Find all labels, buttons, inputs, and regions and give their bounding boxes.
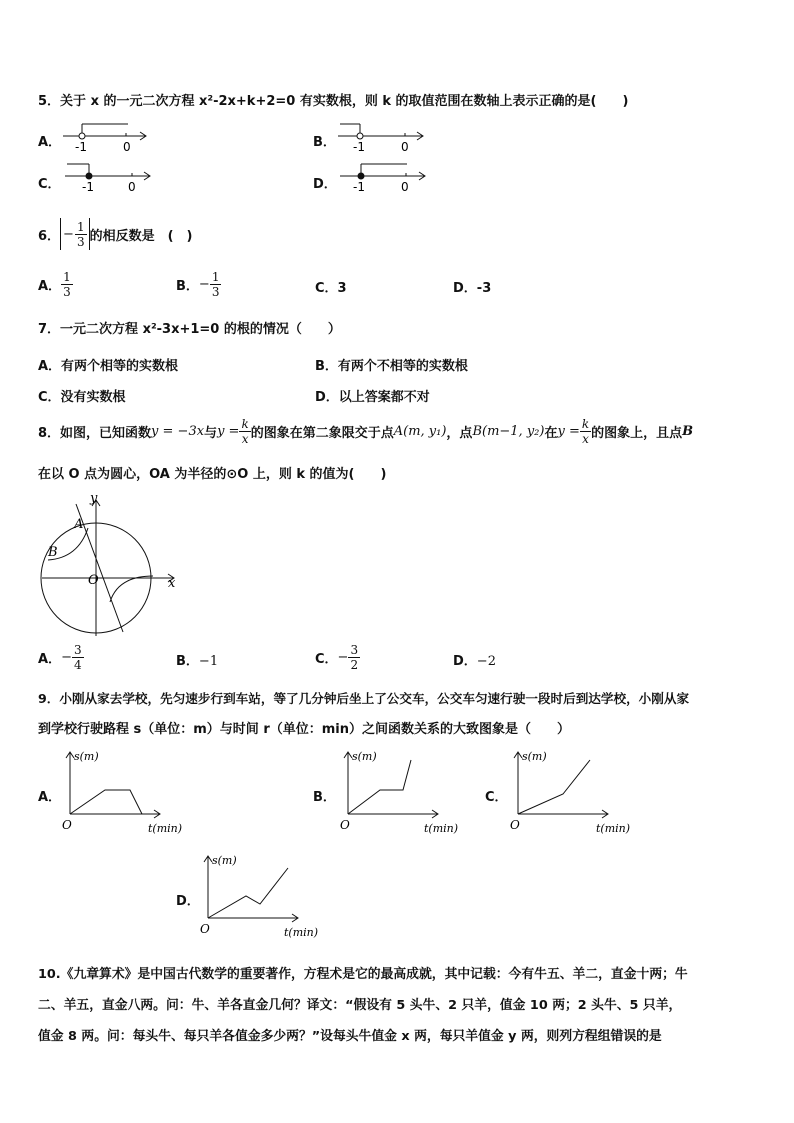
q8-point-a: A(m, y₁): [393, 423, 447, 439]
q8-option-c: [315, 640, 360, 674]
q6-abs-den: 3: [76, 234, 85, 249]
q5-d-tick-0: 0: [401, 180, 409, 194]
q6-option-b-fraction: [210, 270, 222, 299]
q6-abs-num: 1: [76, 219, 85, 234]
q8-option-b-label: B．: [176, 654, 199, 669]
q7-option-d: D．以上答案都不对: [315, 390, 430, 405]
q5-option-b-numberline: [335, 120, 427, 154]
q8-c-num: 3: [350, 642, 359, 657]
q5-option-b-label: B．: [313, 135, 336, 150]
q9-option-a-label: A．: [38, 790, 62, 805]
q8-label-a: A: [74, 517, 84, 532]
q8-option-c-label: C．: [315, 651, 338, 667]
q5-stem: 5．关于 x 的一元二次方程 x²-2x+k+2=0 有实数根，则 k 的取值范围在数轴上表示正确的是( ): [38, 94, 629, 109]
q8-text-b: 与: [204, 425, 218, 441]
q5-d-tick-neg1: -1: [353, 180, 365, 194]
q9-a-xlabel: t(min): [148, 822, 183, 835]
q10-stem-line1: 10.《九章算术》是中国古代数学的重要著作，方程术是它的最高成就，其中记载：今有牛五、羊二，直金十两；牛: [38, 967, 688, 982]
q8-text-e: 在: [544, 425, 558, 441]
q5-option-a-numberline: [60, 120, 150, 154]
q5-b-tick-neg1: -1: [353, 140, 365, 154]
q6-a-num: 1: [63, 269, 71, 284]
q6-stem-suffix: 的相反数是 ( ): [89, 228, 193, 244]
q9-option-c-label: C．: [485, 790, 508, 805]
q6-abs-fraction: [75, 220, 87, 249]
q7-option-b: B．有两个不相等的实数根: [315, 359, 468, 374]
q9-graph-c: [508, 748, 638, 838]
q9-c-origin: O: [510, 818, 520, 832]
q5-option-c-numberline: [62, 160, 154, 194]
q6-option-c-label: C．: [315, 281, 338, 296]
q7-option-c: C．没有实数根: [38, 390, 126, 405]
q8-func-1: y = −3x: [151, 423, 205, 439]
q8-frac-1-den: x: [241, 431, 249, 446]
q5-c-tick-neg1: -1: [82, 180, 94, 194]
q8-option-a-label: A．: [38, 651, 62, 667]
q6-stem: [38, 218, 192, 250]
q10-stem-line2: 二、羊五，直金八两。问：牛、羊各直金几何？译文：“假设有 5 头牛、2 只羊，值金 10 两；2 头牛、5 只羊，: [38, 998, 682, 1013]
q6-d-value: -3: [476, 281, 492, 296]
q9-d-origin: O: [200, 922, 210, 936]
q5-option-d-numberline: [337, 160, 429, 194]
q9-d-xlabel: t(min): [284, 926, 319, 939]
q6-option-a: [38, 268, 73, 300]
q9-d-ylabel: s(m): [212, 854, 237, 867]
q8-y-eq-1: y =: [217, 423, 240, 439]
q8-label-x: x: [168, 576, 176, 591]
q6-option-b: [176, 268, 221, 300]
q5-c-tick-0: 0: [128, 180, 136, 194]
q5-option-d-label: D．: [313, 177, 337, 192]
q8-option-d-label: D．: [453, 654, 477, 669]
q8-d-value: −2: [476, 654, 496, 669]
q6-b-den: 3: [211, 284, 220, 299]
q6-a-den: 3: [63, 284, 71, 299]
q9-stem-line2: 到学校行驶路程 s（单位：m）与时间 r（单位：min）之间函数关系的大致图象是（ ）: [38, 722, 571, 737]
q8-a-den: 4: [73, 657, 82, 672]
q5-option-c-label: C．: [38, 177, 61, 192]
q8-c-den: 2: [350, 657, 359, 672]
q8-y-eq-2: y =: [557, 423, 580, 439]
q6-number: 6．: [38, 228, 61, 244]
q8-point-b-end: B: [682, 423, 694, 439]
q8-frac-1: [239, 417, 250, 446]
q8-text-d: ，点: [446, 425, 473, 441]
q9-b-xlabel: t(min): [424, 822, 459, 835]
q8-frac-2-num: k: [581, 416, 590, 431]
q8-frac-2: [580, 417, 591, 446]
q9-b-origin: O: [340, 818, 350, 832]
q5-option-a-label: A．: [38, 135, 62, 150]
q6-option-a-fraction: [61, 270, 73, 299]
q9-a-origin: O: [62, 818, 72, 832]
q8-stem-line1: [38, 414, 693, 448]
q8-text-f: 的图象上，且点: [591, 425, 683, 441]
q8-label-b: B: [48, 545, 58, 560]
q5-a-tick-neg1: -1: [75, 140, 87, 154]
q8-stem-line2: 在以 O 点为圆心，OA 为半径的⊙O 上，则 k 的值为( ): [38, 467, 387, 482]
q6-b-num: 1: [211, 269, 220, 284]
q5-a-tick-0: 0: [123, 140, 131, 154]
q5-b-tick-0: 0: [401, 140, 409, 154]
q7-stem: 7．一元二次方程 x²-3x+1=0 的根的情况（ ）: [38, 322, 341, 337]
q9-option-d-label: D．: [176, 894, 200, 909]
q9-stem-line1: 9．小刚从家去学校，先匀速步行到车站，等了几分钟后坐上了公交车，公交车匀速行驶一段时后到达学校，小刚从家: [38, 691, 690, 706]
q9-a-ylabel: s(m): [74, 750, 99, 763]
q8-option-c-fraction: [348, 643, 360, 672]
q9-graph-b: [338, 748, 468, 838]
q9-b-ylabel: s(m): [352, 750, 377, 763]
q8-figure: [38, 490, 188, 640]
q8-label-y: y: [90, 491, 98, 506]
q6-option-a-label: A．: [38, 278, 62, 294]
q9-option-b-label: B．: [313, 790, 336, 805]
q8-label-o: O: [88, 573, 99, 588]
q8-text-a: 8．如图，已知函数: [38, 425, 152, 441]
q6-option-d-label: D．: [453, 281, 477, 296]
q8-point-b: B(m−1, y₂): [472, 423, 545, 439]
q8-a-num: 3: [73, 642, 82, 657]
q6-b-sign: −: [198, 276, 210, 292]
q6-abs-sign: −: [63, 226, 74, 242]
q10-stem-line3: 值金 8 两。问：每头牛、每只羊各值金多少两？”设每头牛值金 x 两，每只羊值金 y 两，则列方程组错误的是: [38, 1029, 662, 1044]
q6-option-d: [453, 277, 491, 296]
q8-b-value: −1: [198, 654, 219, 669]
q8-text-c: 的图象在第二象限交于点: [250, 425, 394, 441]
q9-graph-d: [198, 852, 328, 944]
q9-graph-a: [60, 748, 190, 838]
q8-frac-1-num: k: [241, 416, 249, 431]
q7-option-a: A．有两个相等的实数根: [38, 359, 179, 374]
q9-c-xlabel: t(min): [596, 822, 631, 835]
q6-c-value: 3: [337, 281, 347, 296]
q8-c-sign: −: [337, 649, 349, 665]
q8-frac-2-den: x: [582, 431, 589, 446]
q6-abs-expression: [60, 218, 90, 250]
q6-option-c: [315, 277, 347, 296]
q8-option-d: [453, 650, 496, 669]
q8-a-sign: −: [61, 649, 72, 665]
q9-c-ylabel: s(m): [522, 750, 547, 763]
q6-option-b-label: B．: [176, 278, 199, 294]
q8-option-a: [38, 640, 84, 674]
q8-option-b: [176, 650, 218, 669]
q8-option-a-fraction: [72, 643, 84, 672]
